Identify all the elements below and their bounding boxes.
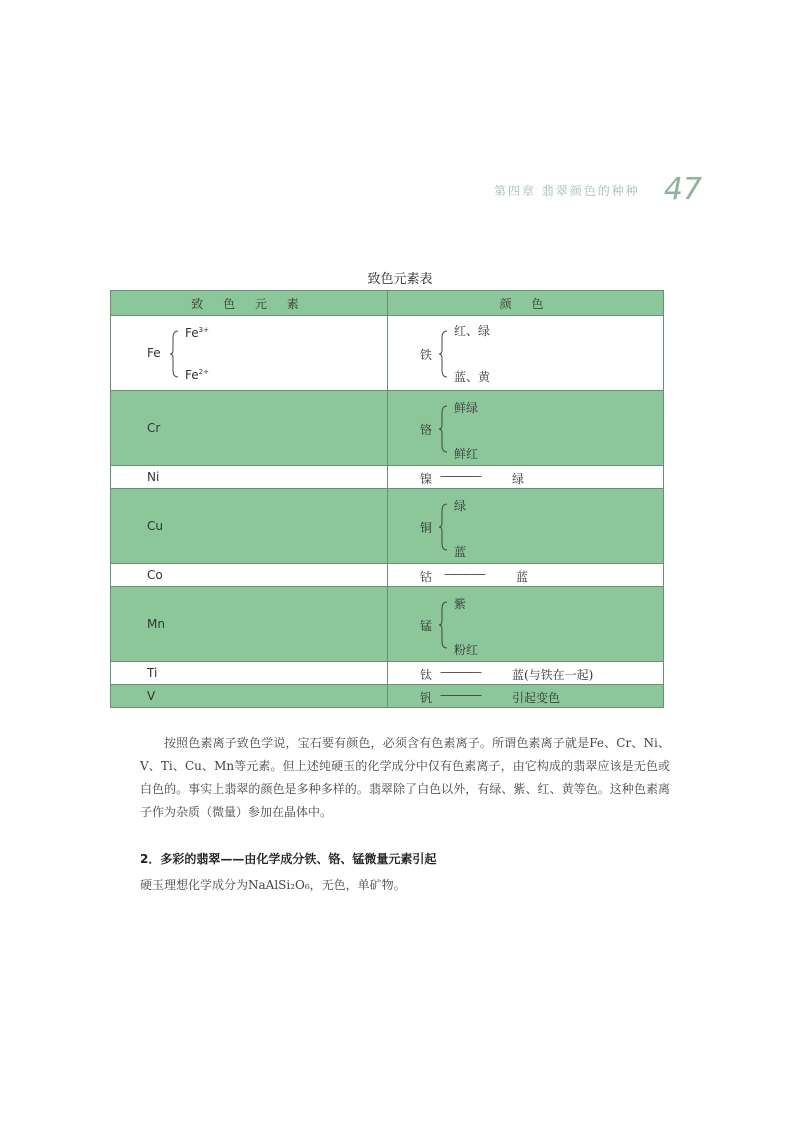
table-header-row bbox=[111, 291, 663, 315]
color-value: 绿 bbox=[454, 499, 467, 513]
color-value: 蓝 bbox=[516, 570, 529, 584]
section-text: 硬玉理想化学成分为NaAlSi₂O₆，无色，单矿物。 bbox=[140, 878, 406, 892]
color-value: 鲜绿 bbox=[454, 401, 479, 415]
running-header bbox=[494, 172, 702, 207]
element-cn-name: 钴 bbox=[420, 570, 433, 584]
color-value: 鲜红 bbox=[454, 447, 479, 461]
color-value: 引起变色 bbox=[512, 691, 561, 705]
ion-fe2: $Fe^{2+}$ bbox=[185, 368, 209, 382]
col-header-element: 致 色 元 素 bbox=[111, 291, 388, 315]
element-symbol: Ti bbox=[147, 666, 158, 680]
element-symbol: Mn bbox=[147, 617, 165, 631]
element-symbol: V bbox=[147, 689, 156, 703]
element-cn-name: 锰 bbox=[420, 619, 433, 633]
color-value: 紫 bbox=[454, 597, 467, 611]
element-cn-name: 钒 bbox=[420, 691, 433, 705]
ion-fe3: $Fe^{3+}$ bbox=[185, 326, 209, 340]
element-symbol: Fe bbox=[147, 346, 161, 360]
color-value: 蓝、黄 bbox=[454, 370, 491, 384]
element-symbol: Ni bbox=[147, 470, 160, 484]
table-row bbox=[111, 488, 663, 563]
dash-line: ———— bbox=[444, 567, 484, 581]
table-row bbox=[111, 661, 663, 684]
dash-line: ———— bbox=[440, 665, 480, 679]
element-symbol: Cr bbox=[147, 421, 161, 435]
element-cn-name: 铁 bbox=[420, 348, 433, 362]
table-row bbox=[111, 465, 663, 488]
brace-icon bbox=[438, 405, 448, 453]
element-cn-name: 铬 bbox=[420, 423, 433, 437]
element-symbol: Cu bbox=[147, 519, 163, 533]
element-cn-name: 钛 bbox=[420, 668, 433, 682]
color-value: 粉红 bbox=[454, 643, 479, 657]
color-value: 蓝 bbox=[454, 545, 467, 559]
color-value: 蓝(与铁在一起) bbox=[512, 668, 594, 682]
element-cn-name: 铜 bbox=[420, 521, 433, 535]
dash-line: ———— bbox=[440, 688, 480, 702]
table-title: 致色元素表 bbox=[367, 272, 433, 287]
body-paragraph: 按照色素离子致色学说，宝石要有颜色，必须含有色素离子。所谓色素离子就是Fe、Cr、Ni、V、Ti、Cu、Mn等元素。但上述纯硬玉的化学成分中仅有色素离子，由它构成的翡翠应该是无色或白色的。事实上翡翠的颜色是多种多样的。翡翠除了白色以外，有绿、紫、红、黄等色。这种色素离子作为杂质（微量）参加在晶体中。 bbox=[140, 736, 670, 819]
color-value: 绿 bbox=[512, 472, 525, 486]
dash-line: ———— bbox=[440, 469, 480, 483]
section-heading: 2．多彩的翡翠——由化学成分铁、铬、锰微量元素引起 bbox=[140, 852, 437, 866]
table-row bbox=[111, 315, 663, 390]
col-header-color: 颜 色 bbox=[499, 296, 552, 311]
chapter-title: 第四章 翡翠颜色的种种 bbox=[493, 184, 640, 198]
element-symbol: Co bbox=[147, 568, 163, 582]
table-row bbox=[111, 563, 663, 586]
table-row bbox=[111, 684, 663, 707]
brace-icon bbox=[438, 330, 448, 378]
table-row bbox=[111, 390, 663, 465]
brace-icon bbox=[169, 330, 179, 378]
color-element-table bbox=[110, 290, 664, 708]
color-value: 红、绿 bbox=[454, 324, 491, 338]
page-number: 47 bbox=[663, 172, 702, 207]
brace-icon bbox=[438, 503, 448, 551]
table-row bbox=[111, 586, 663, 661]
brace-icon bbox=[438, 601, 448, 649]
element-cn-name: 镍 bbox=[420, 472, 433, 486]
